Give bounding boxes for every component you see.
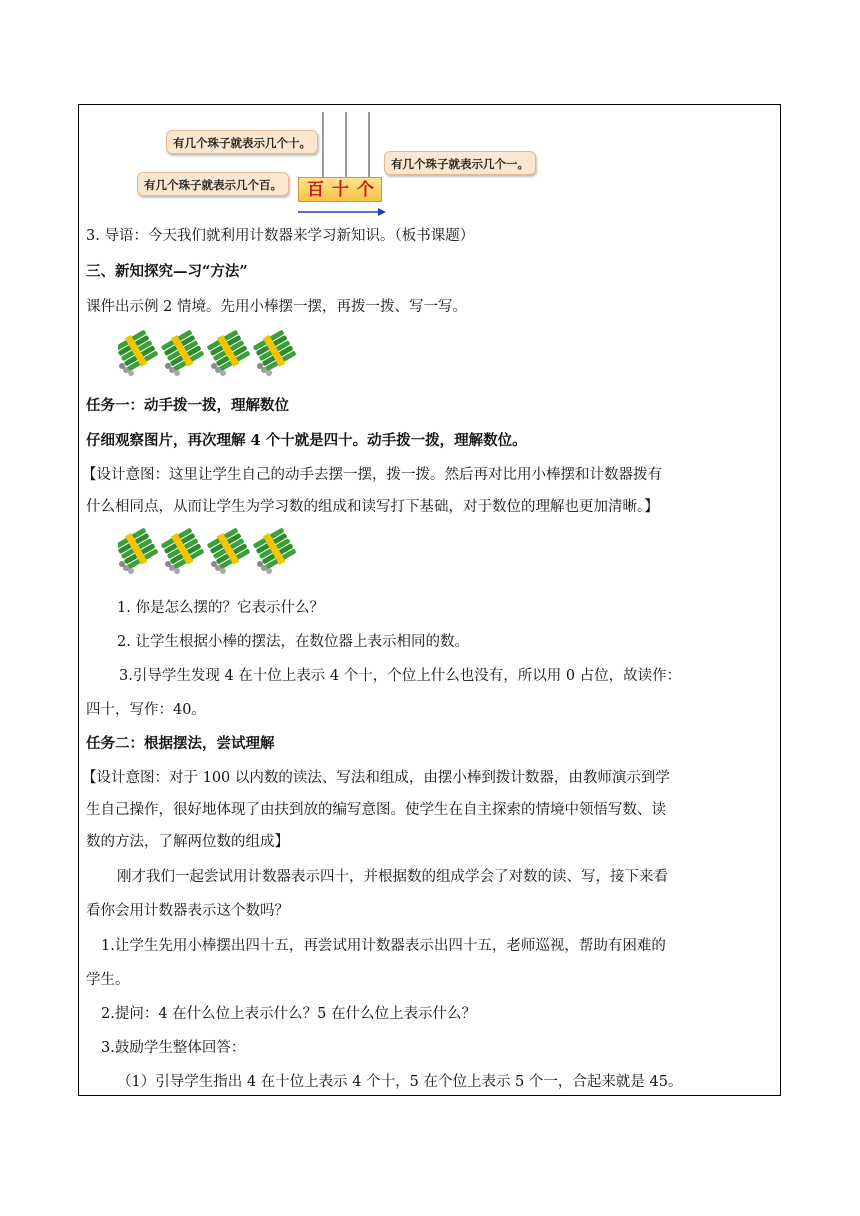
abacus-rod-hundreds [322,112,324,178]
step-1b: 学生。 [86,972,130,988]
bubble-ones: 有几个珠子就表示几个一。 [384,151,536,175]
paragraph-1b: 看你会用计数器表示这个数吗？ [86,903,289,919]
direction-arrow-icon [298,208,386,216]
place-ones-label: 个 [357,180,374,200]
bubble-tens: 有几个珠子就表示几个十。 [166,130,318,154]
abacus-base [298,177,382,202]
question-1: 1. 你是怎么摆的？它表示什么？ [117,600,324,616]
design-intent-1a: 【设计意图：这里让学生自己的动手去摆一摆，拨一拨。然后再对比用小棒摆和计数器拨有 [82,467,662,483]
stick-bundles-image-2 [118,528,308,578]
design-intent-2c: 数的方法，了解两位数的组成】 [86,834,289,850]
design-intent-1b: 什么相同点，从而让学生为学习数的组成和读写打下基础，对于数位的理解也更加清晰。】 [86,499,659,515]
paragraph-1a: 刚才我们一起尝试用计数器表示四十，并根据数的组成学会了对数的读、写，接下来看 [117,869,668,885]
design-intent-2a: 【设计意图：对于 100 以内数的读法、写法和组成，由摆小棒到拨计数器，由教师演示到学 [82,770,670,786]
example-line: 课件出示例 2 情境。先用小棒摆一摆，再拨一拨、写一写。 [86,299,467,315]
task2-heading: 任务二：根据摆法，尝试理解 [86,735,275,752]
place-hundreds-label: 百 [307,180,324,200]
observe-line: 仔细观察图片，再次理解 4 个十就是四十。动手拨一拨，理解数位。 [86,432,527,449]
design-intent-2b: 生自己操作，很好地体现了由扶到放的编写意图。使学生在自主探索的情境中领悟写数、读 [86,802,666,818]
section-heading: 三、新知探究—习“方法” [86,263,248,280]
step-1a: 1.让学生先用小棒摆出四十五，再尝试用计数器表示出四十五，老师巡视，帮助有困难的 [101,938,666,954]
step-2: 2.提问：4 在什么位上表示什么？5 在什么位上表示什么？ [101,1006,477,1022]
question-2: 2. 让学生根据小棒的摆法，在数位器上表示相同的数。 [117,634,469,650]
question-3a: 3.引导学生发现 4 在十位上表示 4 个十，个位上什么也没有，所以用 0 占位，故读作： [119,668,682,684]
intro-line: 3. 导语：今天我们就利用计数器来学习新知识。（板书课题） [86,228,475,244]
abacus-rod-ones [368,112,370,178]
stick-bundles-image [118,330,308,380]
step-3-1: （1）引导学生指出 4 在十位上表示 4 个十，5 在个位上表示 5 个一，合起来就是 45。 [117,1074,683,1090]
abacus-rod-tens [345,112,347,178]
question-3b: 四十，写作：40。 [86,702,206,718]
step-3: 3.鼓励学生整体回答： [101,1040,246,1056]
place-tens-label: 十 [332,180,349,200]
task1-heading: 任务一：动手拨一拨，理解数位 [86,397,289,414]
bubble-hundreds: 有几个珠子就表示几个百。 [137,172,289,196]
